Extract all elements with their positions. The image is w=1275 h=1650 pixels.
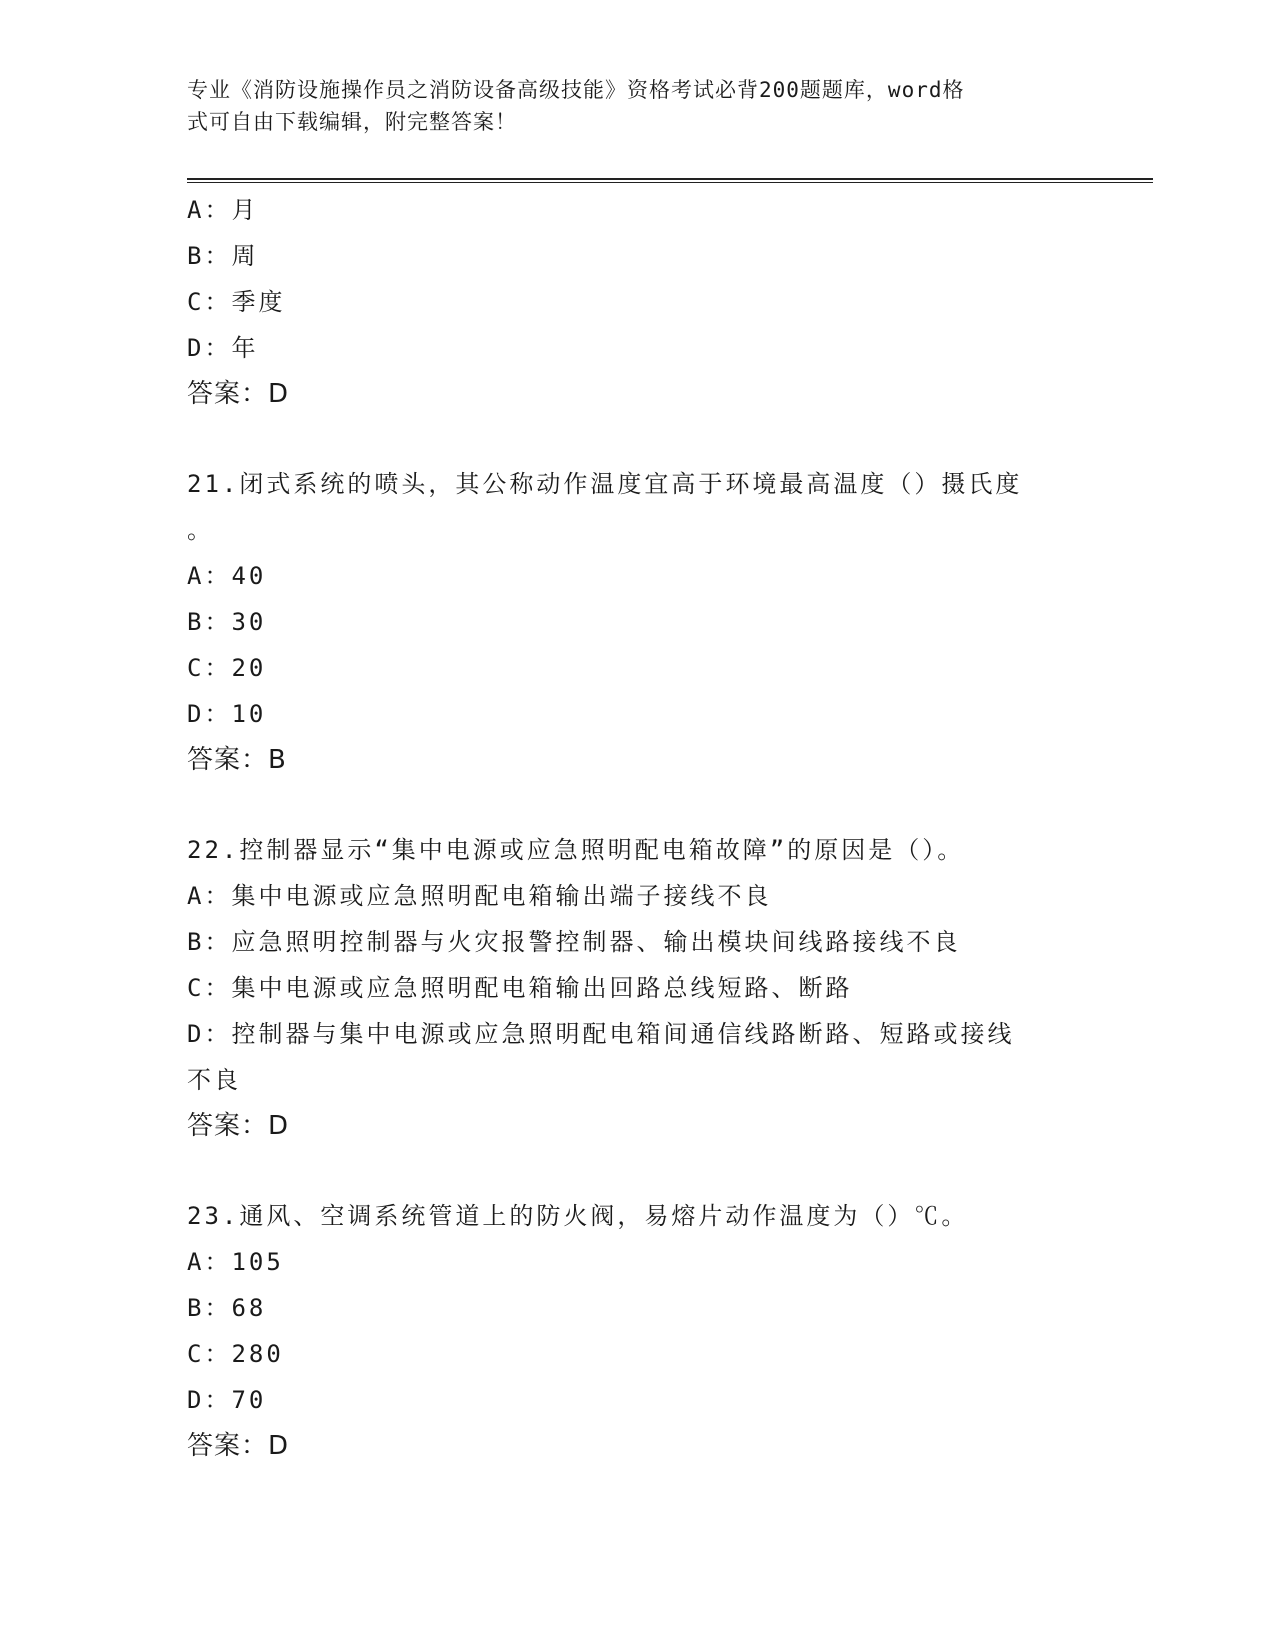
option-b: B：应急照明控制器与火灾报警控制器、输出模块间线路接线不良 <box>187 928 961 956</box>
question-22 <box>187 827 1087 1149</box>
answer-label: 答案： <box>187 745 269 775</box>
option-a: A：40 <box>187 562 267 590</box>
option-a: A：月 <box>187 196 259 224</box>
question-list <box>187 187 1087 1469</box>
option-b: B：68 <box>187 1294 267 1322</box>
header-divider <box>187 178 1153 183</box>
option-a: A：105 <box>187 1248 284 1276</box>
question-21 <box>187 461 1087 783</box>
header-line-1: 专业《消防设施操作员之消防设备高级技能》资格考试必背200题题库，word格 <box>187 78 965 102</box>
answer-label: 答案： <box>187 379 269 409</box>
spacer <box>187 1149 1087 1193</box>
answer-line <box>187 1423 1087 1469</box>
question-text-line-1: 21.闭式系统的喷头，其公称动作温度宜高于环境最高温度（）摄氏度 <box>187 470 1023 498</box>
question-text: 22.控制器显示“集中电源或应急照明配电箱故障”的原因是（）。 <box>187 836 965 864</box>
answer-label: 答案： <box>187 1431 269 1461</box>
header-line-2: 式可自由下载编辑，附完整答案！ <box>187 110 517 134</box>
spacer <box>187 783 1087 827</box>
option-a: A：集中电源或应急照明配电箱输出端子接线不良 <box>187 882 772 910</box>
answer-line <box>187 737 1087 783</box>
answer-value: D <box>268 1111 290 1141</box>
answer-value: B <box>268 745 287 775</box>
option-b: B：周 <box>187 242 259 270</box>
option-d-line-1: D：控制器与集中电源或应急照明配电箱间通信线路断路、短路或接线 <box>187 1020 1015 1048</box>
question-23 <box>187 1193 1087 1469</box>
answer-line <box>187 1103 1087 1149</box>
option-c: C：季度 <box>187 288 286 316</box>
question-20 <box>187 187 1087 417</box>
answer-line <box>187 371 1087 417</box>
answer-value: D <box>268 379 290 409</box>
answer-label: 答案： <box>187 1111 269 1141</box>
question-text: 23.通风、空调系统管道上的防火阀，易熔片动作温度为（）℃。 <box>187 1202 969 1230</box>
option-d: D：年 <box>187 334 259 362</box>
document-header <box>187 74 1067 138</box>
answer-value: D <box>268 1431 290 1461</box>
option-c: C：280 <box>187 1340 284 1368</box>
option-c: C：20 <box>187 654 267 682</box>
spacer <box>187 417 1087 461</box>
option-b: B：30 <box>187 608 267 636</box>
option-c: C：集中电源或应急照明配电箱输出回路总线短路、断路 <box>187 974 853 1002</box>
question-text-line-2: 。 <box>187 516 214 544</box>
option-d: D：10 <box>187 700 267 728</box>
option-d: D：70 <box>187 1386 267 1414</box>
option-d-line-2: 不良 <box>187 1066 241 1094</box>
